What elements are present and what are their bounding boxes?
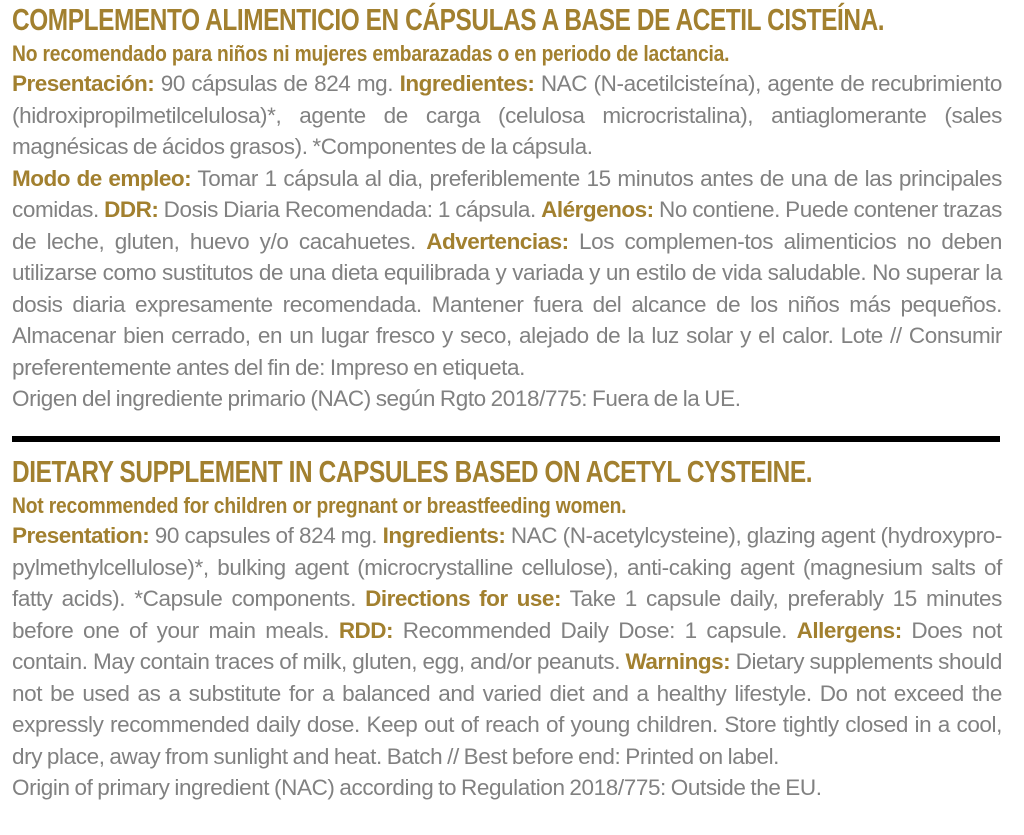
usage-text: Tomar 1 cápsula al dia, preferiblemente 15 minutos antes de una de las principales comidas.: [12, 165, 1002, 222]
allergens-label: Alérgenos:: [541, 197, 654, 222]
english-section: [12, 452, 1002, 804]
warnings-text: Los complemen-tos alimenticios no deben utilizarse como sustitutos de una dieta equilibrada y variada y un estilo de vida saludable. No superar la dosis diaria expresamente recomendada. Mantener fuera del alcance de los niños más pequeños. Almacenar bien cerrado, en un lugar fresco y seco, alejado de la luz solar y el calor. Lote // Consumir preferentemente antes del fin de: Impreso en etiqueta.: [12, 228, 1002, 380]
allergens-text: No contiene. Puede contener trazas de leche, gluten, huevo y/o cacahuetes.: [12, 197, 1003, 254]
ingredients-text: NAC (N-acetylcysteine), glazing agent (hydroxypro-pylmethylcellulose)*, bulking agent (microcrystalline cellulose), anti-caking agent (magnesium salts of fatty acids). *Capsule components.: [12, 523, 1003, 611]
spanish-usage-block: [12, 163, 1002, 415]
spanish-subtitle: No recomendado para niños ni mujeres embarazadas o en periodo de lactancia.: [12, 41, 730, 66]
allergens-text: Does not contain. May contain traces of milk, gluten, egg, and/or peanuts.: [12, 617, 1002, 674]
origin-text: Origin of primary ingredient (NAC) according to Regulation 2018/775: Outside the EU.: [12, 775, 822, 800]
allergens-label: Allergens:: [796, 617, 902, 643]
presentation-text: 90 cápsulas de 824 mg.: [160, 71, 394, 96]
warnings-text: Dietary supplements should not be used as a substitute for a balanced and varied diet and a healthy lifestyle. Do not exceed the expressly recommended daily dose. Keep out of reach of young children. Store tightly closed in a cool, dry place, away from sunlight and heat. Batch // Best before end: Printed on label.: [12, 649, 1003, 769]
ingredients-label: Ingredientes:: [399, 71, 535, 96]
rdd-label: RDD:: [338, 617, 394, 643]
spanish-presentation-ingredients: [12, 68, 1002, 163]
section-divider: [12, 436, 1000, 442]
english-body: [12, 520, 1002, 804]
usage-label: Directions for use:: [365, 586, 561, 611]
presentation-label: Presentation:: [12, 523, 150, 548]
rdd-label: DDR:: [104, 197, 159, 222]
english-subtitle: Not recommended for children or pregnant or breastfeeding women.: [12, 493, 627, 518]
origin-text: Origen del ingrediente primario (NAC) según Rgto 2018/775: Fuera de la UE.: [12, 386, 741, 411]
ingredients-label: Ingredients:: [382, 523, 506, 548]
ingredients-text: NAC (N-acetilcisteína), agente de recubrimiento (hidroxipropilmetilcelulosa)*, agente de carga (celulosa microcristalina), antiaglomerante (sales magnésicas de ácidos grasos). *Componentes de la cápsula.: [12, 71, 1003, 159]
usage-text: Take 1 capsule daily, preferably 15 minutes before one of your main meals.: [12, 586, 1002, 643]
presentation-text: 90 capsules of 824 mg.: [154, 523, 378, 548]
spanish-section: [12, 0, 1002, 415]
rdd-text: Dosis Diaria Recomendada: 1 cápsula.: [163, 197, 536, 222]
presentation-label: Presentación:: [12, 71, 155, 96]
warnings-label: Advertencias:: [426, 228, 569, 254]
rdd-text: Recommended Daily Dose: 1 capsule.: [402, 617, 787, 643]
spanish-title: COMPLEMENTO ALIMENTICIO EN CÁPSULAS A BASE DE ACETIL CISTEÍNA.: [12, 3, 885, 37]
warnings-label: Warnings:: [625, 649, 731, 674]
english-title: DIETARY SUPPLEMENT IN CAPSULES BASED ON ACETYL CYSTEINE.: [12, 455, 813, 489]
usage-label: Modo de empleo:: [12, 165, 192, 191]
